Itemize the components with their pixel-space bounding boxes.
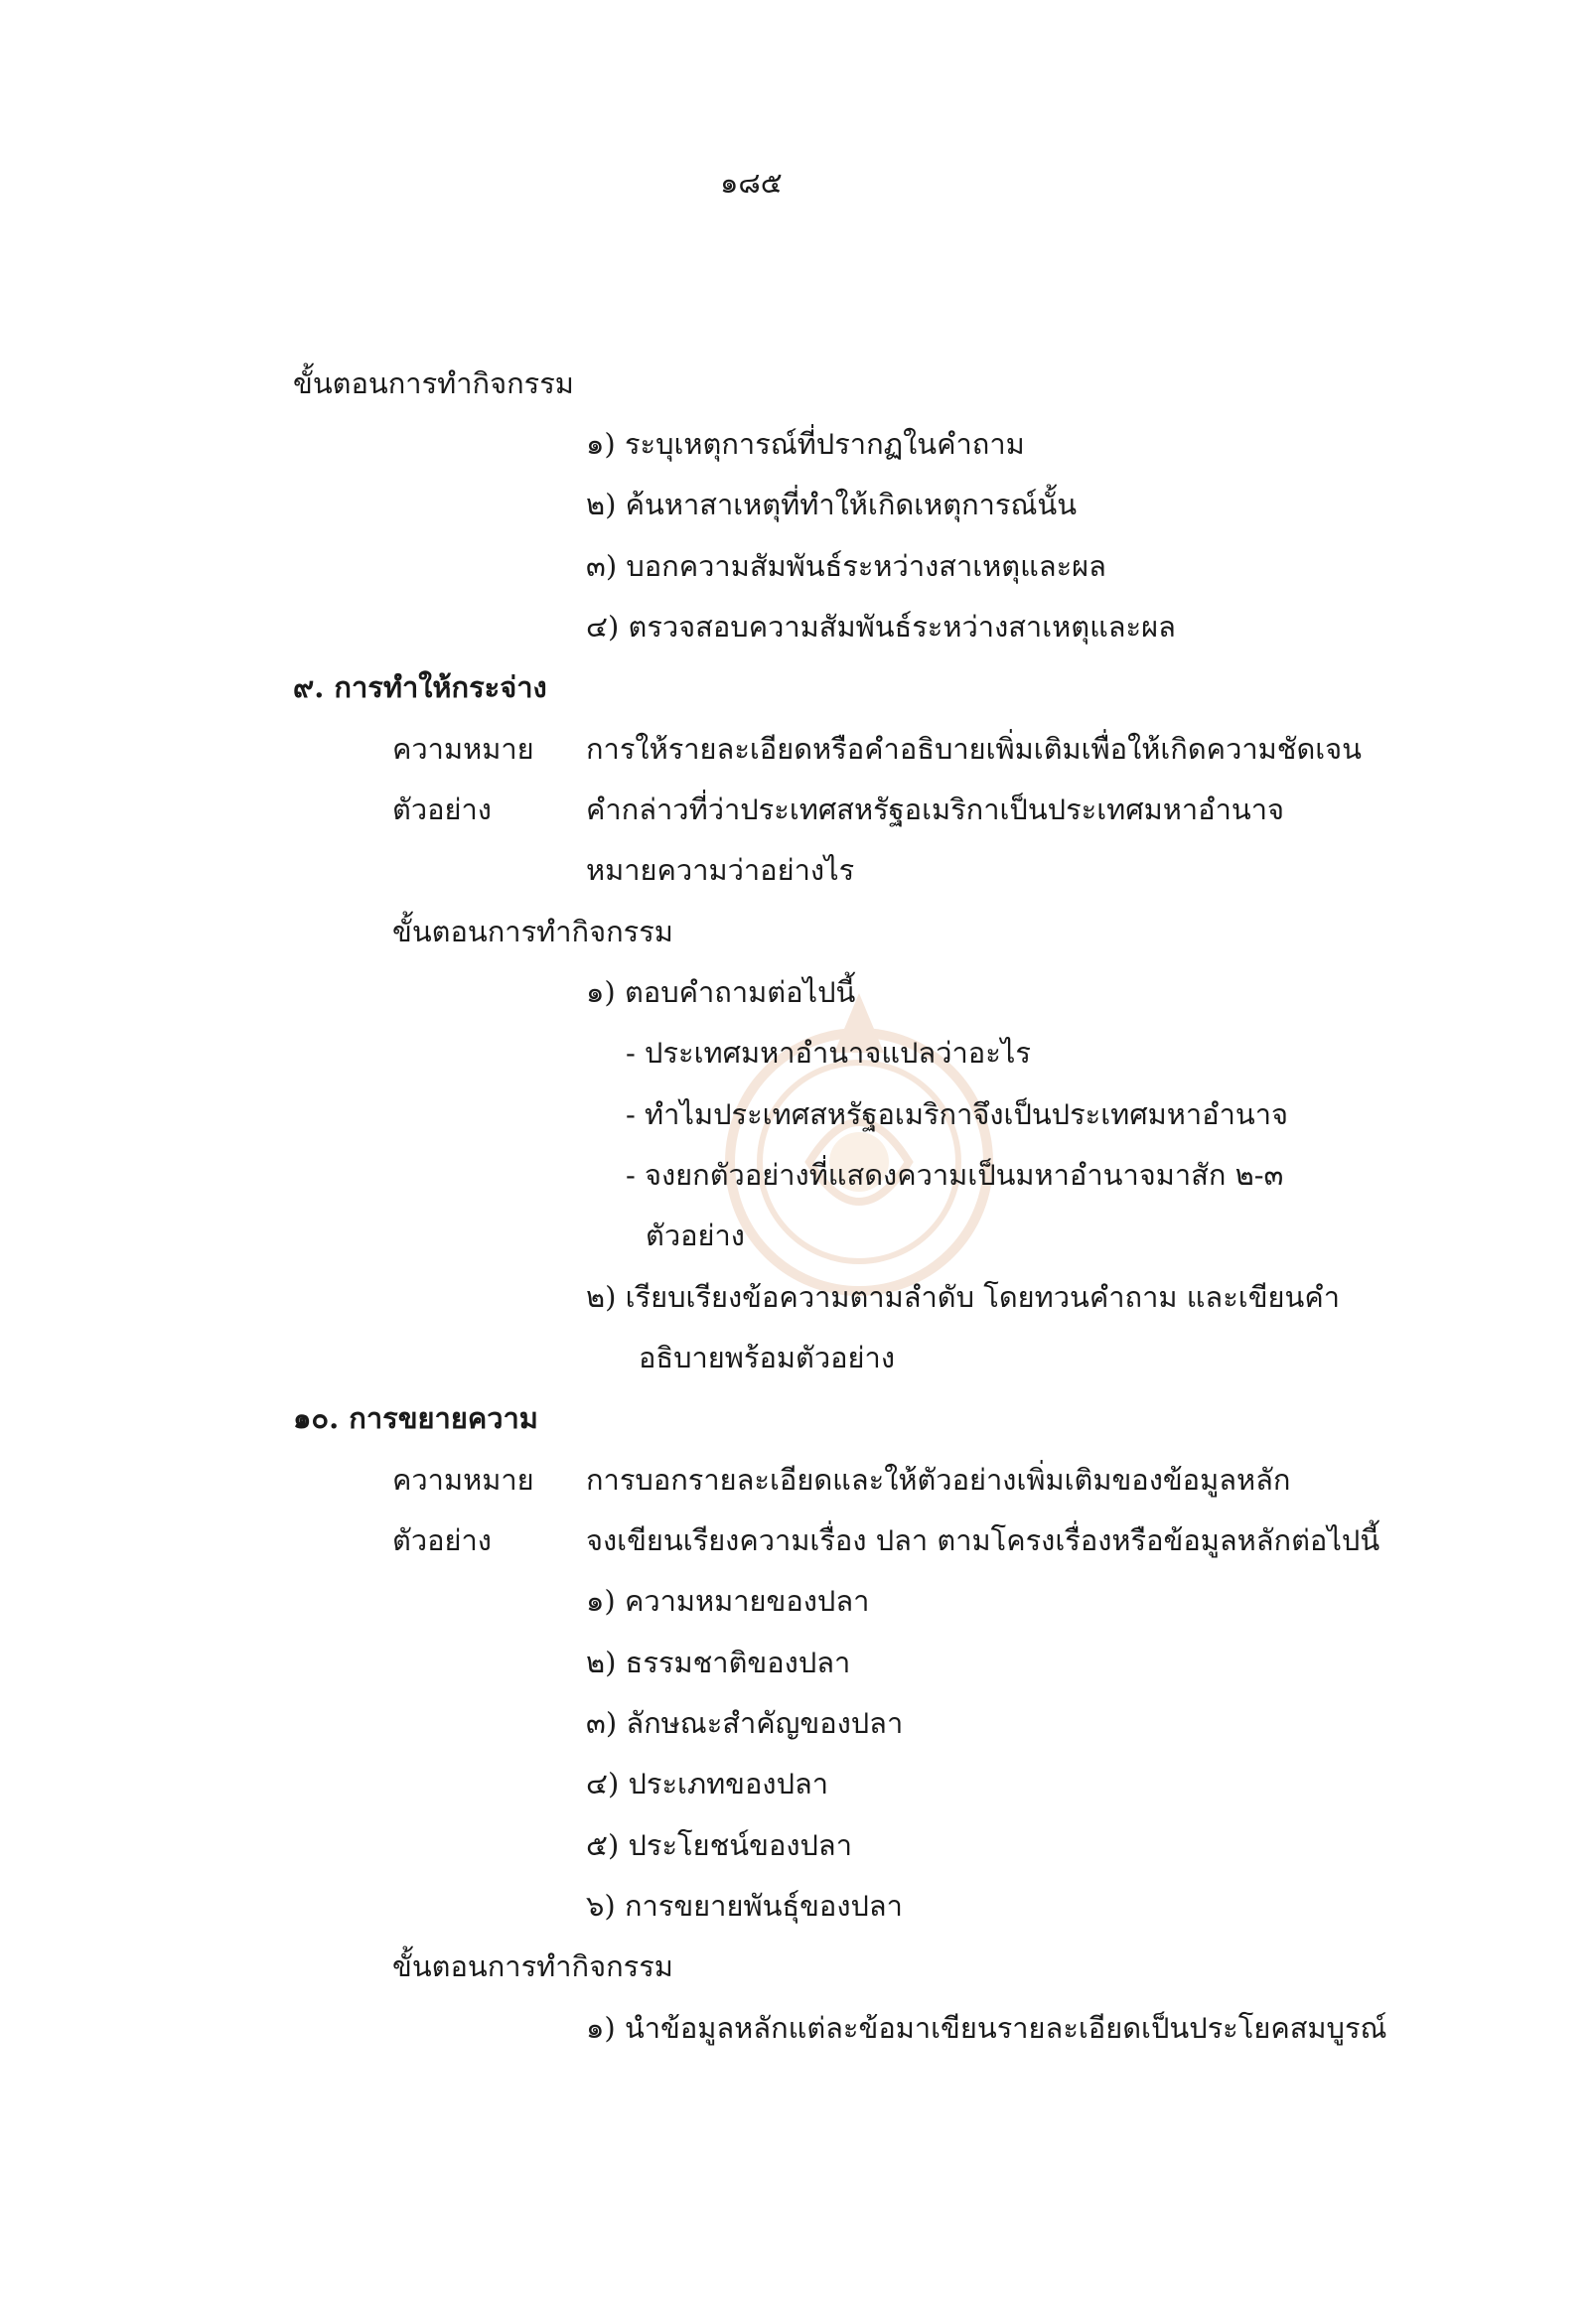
step-item: ๓) บอกความสัมพันธ์ระหว่างสาเหตุและผล <box>586 549 1106 583</box>
topic-item: ๕) ประโยชน์ของปลา <box>586 1828 852 1862</box>
step-item: ๑) นำข้อมูลหลักแต่ละข้อมาเขียนรายละเอียดเป็นประโยคสมบูรณ์ <box>586 2011 1387 2045</box>
page-number: ๑๘๕ <box>720 166 783 200</box>
bullet-item: - ประเทศมหาอำนาจแปลว่าอะไร <box>626 1036 1031 1070</box>
meaning-label: ความหมาย <box>392 732 534 766</box>
topic-item: ๓) ลักษณะสำคัญของปลา <box>586 1706 904 1740</box>
example-label: ตัวอย่าง <box>392 1523 492 1557</box>
topic-item: ๖) การขยายพันธุ์ของปลา <box>586 1889 903 1923</box>
meaning-text: การให้รายละเอียดหรือคำอธิบายเพิ่มเติมเพื่อให้เกิดความชัดเจน <box>586 732 1363 766</box>
example-text: จงเขียนเรียงความเรื่อง ปลา ตามโครงเรื่องหรือข้อมูลหลักต่อไปนี้ <box>586 1523 1380 1557</box>
step-item: ๑) ตอบคำถามต่อไปนี้ <box>586 975 856 1009</box>
watermark-seal <box>710 973 1008 1311</box>
example-text-cont: หมายความว่าอย่างไร <box>586 853 855 887</box>
step-item-cont: อธิบายพร้อมตัวอย่าง <box>639 1341 895 1374</box>
step-item: ๒) เรียบเรียงข้อความตามลำดับ โดยทวนคำถาม และเขียนคำ <box>586 1280 1341 1314</box>
topic-item: ๒) ธรรมชาติของปลา <box>586 1646 851 1679</box>
example-label: ตัวอย่าง <box>392 792 492 826</box>
steps-heading: ขั้นตอนการทำกิจกรรม <box>293 366 574 400</box>
topic-item: ๑) ความหมายของปลา <box>586 1584 870 1618</box>
bullet-item-cont: ตัวอย่าง <box>646 1219 745 1252</box>
example-text: คำกล่าวที่ว่าประเทศสหรัฐอเมริกาเป็นประเทศมหาอำนาจ <box>586 792 1284 826</box>
meaning-text: การบอกรายละเอียดและให้ตัวอย่างเพิ่มเติมของข้อมูลหลัก <box>586 1463 1291 1497</box>
bullet-item: - ทำไมประเทศสหรัฐอเมริกาจึงเป็นประเทศมหาอำนาจ <box>626 1097 1288 1131</box>
step-item: ๔) ตรวจสอบความสัมพันธ์ระหว่างสาเหตุและผล <box>586 610 1176 644</box>
topic-item: ๔) ประเภทของปลา <box>586 1767 829 1800</box>
step-item: ๑) ระบุเหตุการณ์ที่ปรากฏในคำถาม <box>586 427 1025 461</box>
step-item: ๒) ค้นหาสาเหตุที่ทำให้เกิดเหตุการณ์นั้น <box>586 488 1078 521</box>
section-10-title: ๑๐. การขยายความ <box>293 1401 538 1435</box>
bullet-item: - จงยกตัวอย่างที่แสดงความเป็นมหาอำนาจมาสัก ๒-๓ <box>626 1158 1284 1192</box>
section-9-title: ๙. การทำให้กระจ่าง <box>293 670 547 704</box>
meaning-label: ความหมาย <box>392 1463 534 1497</box>
steps-heading: ขั้นตอนการทำกิจกรรม <box>392 915 673 948</box>
steps-heading: ขั้นตอนการทำกิจกรรม <box>392 1949 673 1983</box>
